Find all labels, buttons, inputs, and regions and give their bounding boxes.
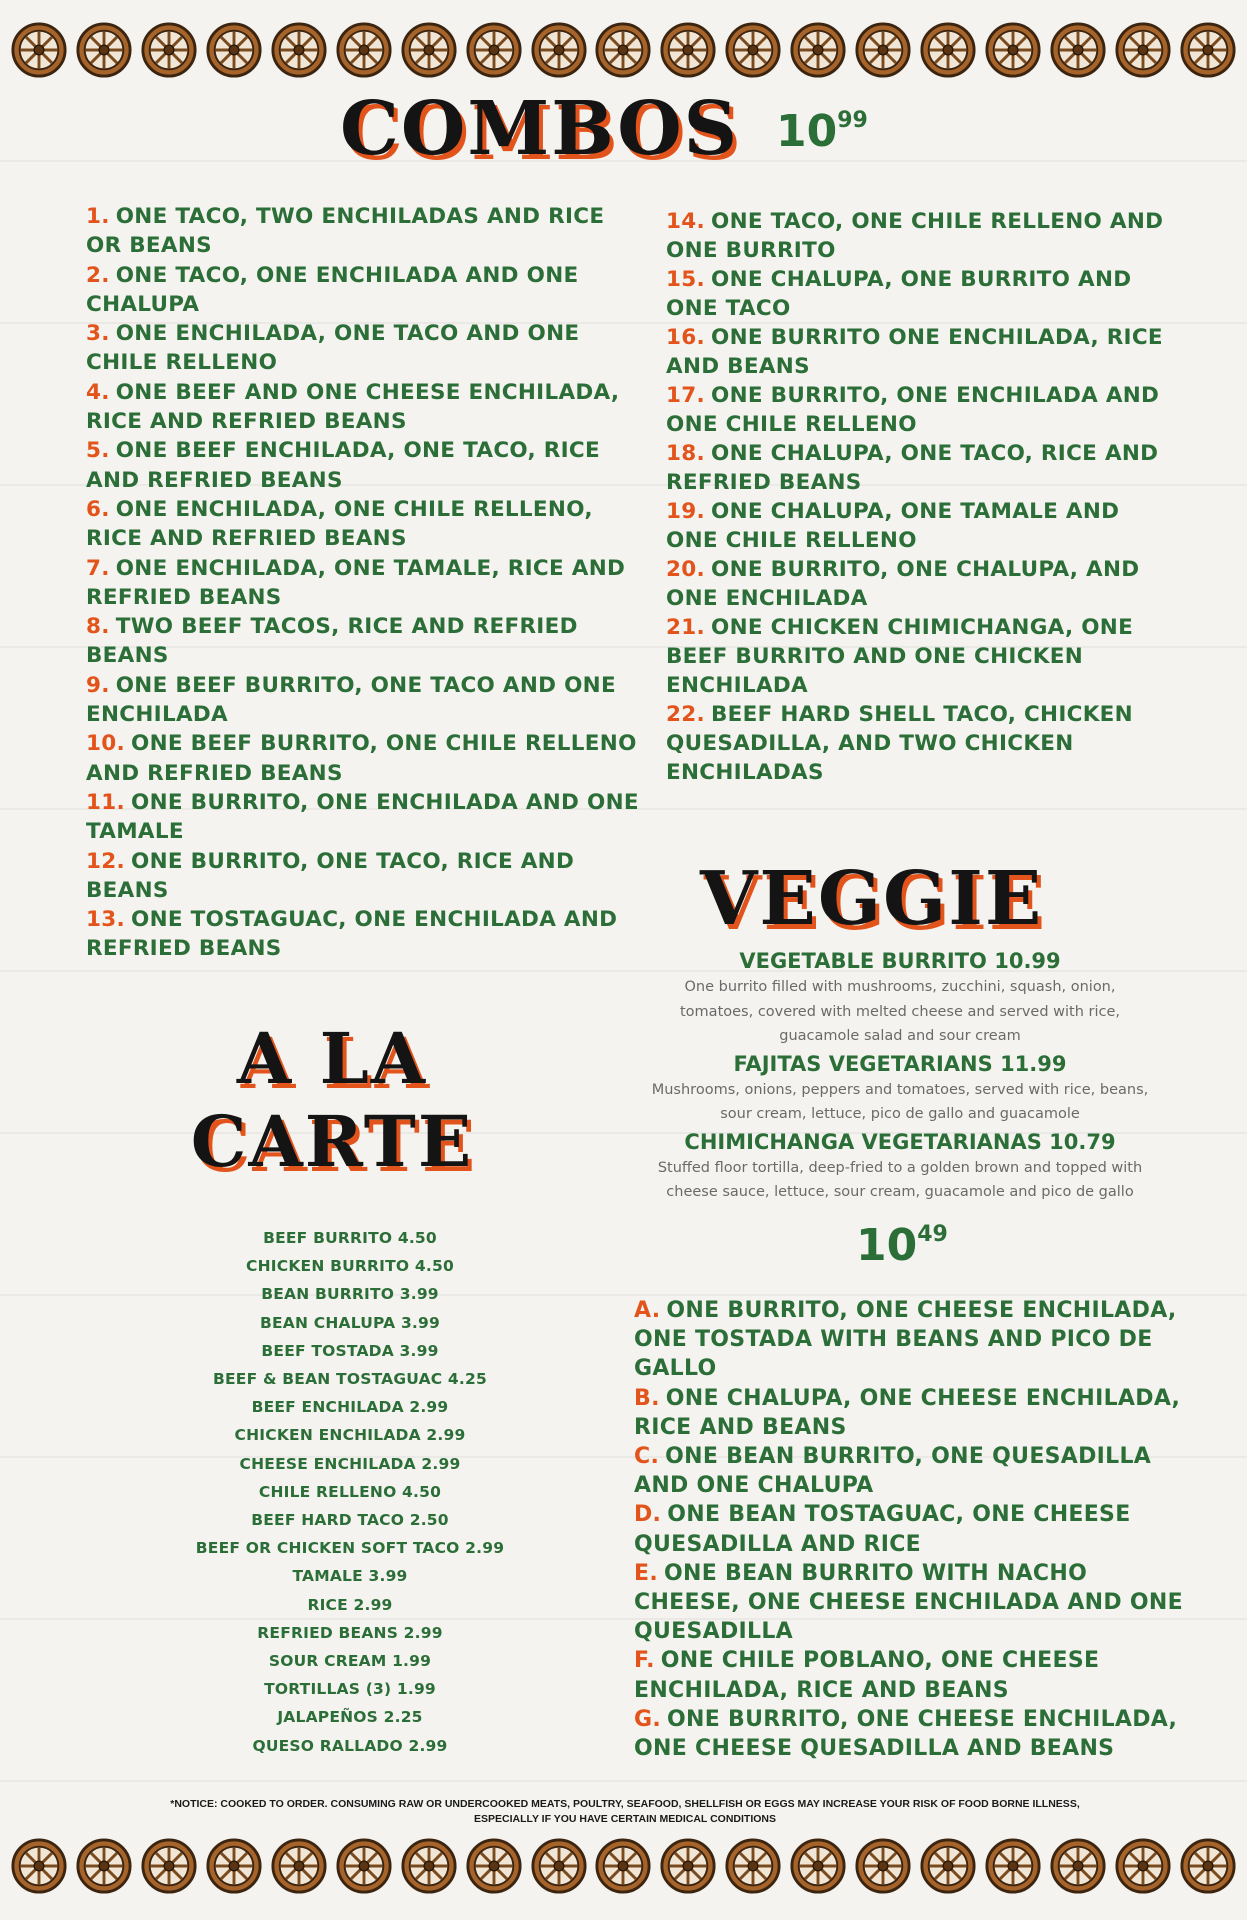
combo2-item <box>634 1442 1194 1500</box>
combos2-price-cents: 49 <box>917 1222 948 1247</box>
combo2-item-text: ONE BEAN BURRITO WITH NACHO CHEESE, ONE CHEESE ENCHILADA AND ONE QUESADILLA <box>634 1560 1183 1645</box>
alacarte-item: CHICKEN ENCHILADA 2.99 <box>234 1426 466 1445</box>
wagon-wheel-icon <box>854 21 912 79</box>
combo-item <box>86 378 646 437</box>
wagon-wheel-icon <box>854 1837 912 1895</box>
combo-item <box>666 613 1166 700</box>
combo-item-number: 3. <box>86 321 110 347</box>
combo-item-number: 11. <box>86 789 125 815</box>
wagon-wheel-icon <box>205 1837 263 1895</box>
combo-item-number: 19. <box>666 499 705 524</box>
top-wheel-border <box>0 18 1247 82</box>
combo-item-text: ONE BEEF ENCHILADA, ONE TACO, RICE AND REFRIED BEANS <box>86 438 600 493</box>
combo-item <box>666 555 1166 613</box>
combo-item-number: 13. <box>86 907 125 933</box>
combo-item-number: 18. <box>666 441 705 466</box>
veggie-item <box>640 1129 1160 1205</box>
alacarte-item: CHEESE ENCHILADA 2.99 <box>239 1454 461 1473</box>
combo-item <box>86 436 646 495</box>
combo-item-text: ONE BURRITO, ONE ENCHILADA AND ONE CHILE RELLENO <box>666 383 1160 437</box>
wagon-wheel-icon <box>724 1837 782 1895</box>
combo-item <box>666 323 1166 381</box>
alacarte-item: BEEF BURRITO 4.50 <box>263 1229 437 1247</box>
wagon-wheel-icon <box>984 1837 1042 1895</box>
wagon-wheel-icon <box>1049 1837 1107 1895</box>
combo-item-number: 8. <box>86 614 110 640</box>
wagon-wheel-icon <box>75 1837 133 1895</box>
wagon-wheel-icon <box>789 21 847 79</box>
combo-item-text: ONE CHALUPA, ONE TACO, RICE AND REFRIED BEANS <box>666 441 1159 495</box>
combo-item <box>86 905 646 964</box>
combo-item-text: ONE TACO, ONE ENCHILADA AND ONE CHALUPA <box>86 262 579 317</box>
combo2-item-text: ONE BEAN TOSTAGUAC, ONE CHEESE QUESADILLA AND RICE <box>634 1502 1131 1557</box>
combo-item-number: 15. <box>666 267 705 292</box>
combo-item-number: 20. <box>666 557 705 582</box>
wagon-wheel-icon <box>530 1837 588 1895</box>
combo-item <box>86 202 646 261</box>
combo2-item-number: A. <box>634 1298 661 1323</box>
veggie-item <box>640 948 1160 1049</box>
veggie-item-description: Stuffed floor tortilla, deep-fried to a golden brown and topped with cheese sauce, lettuce, sour cream, guacamole and pico de gallo <box>657 1159 1143 1200</box>
wagon-wheel-icon <box>789 1837 847 1895</box>
combo-item <box>86 612 646 671</box>
combo-item-text: ONE BURRITO, ONE TACO, RICE AND BEANS <box>86 848 575 903</box>
alacarte-item: BEEF & BEAN TOSTAGUAC 4.25 <box>213 1370 487 1389</box>
combo-item-text: ONE CHALUPA, ONE BURRITO AND ONE TACO <box>666 267 1132 321</box>
veggie-item-name: FAJITAS VEGETARIANS 11.99 <box>733 1051 1067 1076</box>
alacarte-item: BEEF ENCHILADA 2.99 <box>251 1398 449 1417</box>
combo2-item-number: B. <box>634 1385 660 1411</box>
wagon-wheel-icon <box>270 1837 328 1895</box>
combo-item-number: 22. <box>666 702 705 727</box>
wagon-wheel-icon <box>400 1837 458 1895</box>
combo-item-number: 7. <box>86 555 110 581</box>
combo2-item <box>634 1296 1194 1384</box>
combo-item-number: 6. <box>86 496 110 522</box>
combo2-item-text: ONE BURRITO, ONE CHEESE ENCHILADA, ONE CHEESE QUESADILLA AND BEANS <box>634 1706 1178 1762</box>
veggie-item-description: One burrito filled with mushrooms, zucchini, squash, onion, tomatoes, covered with melted cheese and served with rice, guacamole salad and sour cream <box>680 979 1120 1044</box>
combo-item-text: ONE ENCHILADA, ONE CHILE RELLENO, RICE AND REFRIED BEANS <box>86 496 593 552</box>
wagon-wheel-icon <box>1114 1837 1172 1895</box>
wagon-wheel-icon <box>335 21 393 79</box>
combo2-item-number: E. <box>634 1560 658 1586</box>
combo-item <box>666 700 1166 787</box>
alacarte-title <box>172 1018 492 1183</box>
combo-item-text: ONE BEEF AND ONE CHEESE ENCHILADA, RICE AND REFRIED BEANS <box>86 379 620 435</box>
wagon-wheel-icon <box>140 1837 198 1895</box>
combo-item <box>86 671 646 730</box>
wagon-wheel-icon <box>465 21 523 79</box>
combo-item-text: ONE ENCHILADA, ONE TAMALE, RICE AND REFRIED BEANS <box>86 555 626 610</box>
combo-item-number: 4. <box>86 379 110 405</box>
combo2-item <box>634 1559 1194 1647</box>
wagon-wheel-icon <box>1049 21 1107 79</box>
combo-item <box>666 207 1166 265</box>
combo2-item-number: C. <box>634 1444 660 1470</box>
alacarte-item: SOUR CREAM 1.99 <box>268 1652 432 1671</box>
combo-item <box>666 381 1166 439</box>
alacarte-item: BEEF TOSTADA 3.99 <box>261 1341 439 1360</box>
combo-item-text: BEEF HARD SHELL TACO, CHICKEN QUESADILLA, AND TWO CHICKEN ENCHILADAS <box>666 702 1133 785</box>
wagon-wheel-icon <box>465 1837 523 1895</box>
combo-item-number: 17. <box>666 383 705 408</box>
wagon-wheel-icon <box>140 21 198 79</box>
combos-price-cents: 99 <box>837 108 868 133</box>
alacarte-item: TORTILLAS (3) 1.99 <box>264 1680 436 1699</box>
combo-item-text: ONE TACO, ONE CHILE RELLENO AND ONE BURRITO <box>666 209 1164 263</box>
combo2-item-text: ONE CHALUPA, ONE CHEESE ENCHILADA, RICE AND BEANS <box>634 1385 1181 1440</box>
combo-item <box>666 497 1166 555</box>
combo-item-text: TWO BEEF TACOS, RICE AND REFRIED BEANS <box>86 614 578 669</box>
combo-item-number: 2. <box>86 262 110 288</box>
combo-item-number: 10. <box>86 731 125 757</box>
combo-item-text: ONE BURRITO ONE ENCHILADA, RICE AND BEANS <box>666 325 1163 379</box>
wagon-wheel-icon <box>205 21 263 79</box>
alacarte-item: BEEF HARD TACO 2.50 <box>251 1511 449 1530</box>
combo2-item-text: ONE BURRITO, ONE CHEESE ENCHILADA, ONE TOSTADA WITH BEANS AND PICO DE GALLO <box>634 1298 1177 1382</box>
combos2-price-dollars: 10 <box>856 1220 918 1271</box>
wagon-wheel-icon <box>1179 1837 1237 1895</box>
veggie-items <box>640 948 1160 1207</box>
combos2-list <box>634 1296 1194 1763</box>
wagon-wheel-icon <box>919 1837 977 1895</box>
veggie-item-description: Mushrooms, onions, peppers and tomatoes, served with rice, beans, sour cream, lettuce, pico de gallo and guacamole <box>651 1081 1149 1122</box>
combo-item-number: 14. <box>666 209 705 234</box>
wagon-wheel-icon <box>724 21 782 79</box>
combo-item-number: 16. <box>666 325 705 350</box>
combo-item-number: 9. <box>86 672 110 698</box>
wagon-wheel-icon <box>984 21 1042 79</box>
alacarte-item: BEEF OR CHICKEN SOFT TACO 2.99 <box>195 1539 505 1558</box>
combo-item-text: ONE TOSTAGUAC, ONE ENCHILADA AND REFRIED BEANS <box>86 907 618 962</box>
wagon-wheel-icon <box>10 21 68 79</box>
wagon-wheel-icon <box>400 21 458 79</box>
combo-item-number: 12. <box>86 848 125 874</box>
combo-item <box>86 495 646 554</box>
wagon-wheel-icon <box>335 1837 393 1895</box>
alacarte-title-line1: A LA <box>236 1017 428 1100</box>
combo-item-text: ONE CHICKEN CHIMICHANGA, ONE BEEF BURRITO AND ONE CHICKEN ENCHILADA <box>666 615 1134 698</box>
combo-item <box>86 847 646 906</box>
combos-list-right <box>666 207 1166 787</box>
combos-price <box>776 106 868 157</box>
combo-item <box>86 319 646 378</box>
wagon-wheel-icon <box>10 1837 68 1895</box>
veggie-item-name: CHIMICHANGA VEGETARIANAS 10.79 <box>684 1129 1116 1154</box>
wagon-wheel-icon <box>1114 21 1172 79</box>
alacarte-item: BEAN BURRITO 3.99 <box>261 1285 439 1304</box>
alacarte-item: TAMALE 3.99 <box>292 1567 408 1586</box>
combo-item-text: ONE CHALUPA, ONE TAMALE AND ONE CHILE RELLENO <box>666 499 1120 553</box>
combo2-item <box>634 1705 1194 1763</box>
combos2-price <box>856 1220 948 1271</box>
combo-item <box>86 788 646 847</box>
veggie-title: VEGGIE <box>700 856 1044 942</box>
combo-item <box>666 265 1166 323</box>
veggie-item <box>640 1051 1160 1127</box>
wagon-wheel-icon <box>659 21 717 79</box>
alacarte-item: BEAN CHALUPA 3.99 <box>260 1313 440 1332</box>
wagon-wheel-icon <box>270 21 328 79</box>
combo2-item-number: D. <box>634 1502 662 1528</box>
combos-list-left <box>86 202 646 964</box>
wagon-wheel-icon <box>1179 21 1237 79</box>
wagon-wheel-icon <box>919 21 977 79</box>
alacarte-item: QUESO RALLADO 2.99 <box>252 1736 448 1755</box>
combo-item <box>86 261 646 320</box>
alacarte-item: REFRIED BEANS 2.99 <box>257 1623 443 1642</box>
combo-item-number: 5. <box>86 438 110 464</box>
wagon-wheel-icon <box>594 21 652 79</box>
combo2-item <box>634 1384 1194 1442</box>
notice-text: *NOTICE: COOKED TO ORDER. CONSUMING RAW OR UNDERCOOKED MEATS, POULTRY, SEAFOOD, SHELLFISH OR EGGS MAY INCREASE YOUR RISK OF FOOD BORNE ILLNESS, ESPECIALLY IF YOU HAVE CERTAIN MEDICAL CONDITIONS <box>170 1798 1080 1825</box>
combo2-item-text: ONE BEAN BURRITO, ONE QUESADILLA AND ONE CHALUPA <box>634 1444 1152 1499</box>
wagon-wheel-icon <box>530 21 588 79</box>
combo-item-text: ONE BURRITO, ONE CHALUPA, AND ONE ENCHILADA <box>666 557 1140 611</box>
combo-item-number: 21. <box>666 615 705 640</box>
alacarte-list <box>150 1224 550 1760</box>
bottom-wheel-border <box>0 1834 1247 1898</box>
combo-item-text: ONE ENCHILADA, ONE TACO AND ONE CHILE RELLENO <box>86 321 580 376</box>
combo-item-text: ONE BEEF BURRITO, ONE TACO AND ONE ENCHILADA <box>86 672 616 728</box>
veggie-item-name: VEGETABLE BURRITO 10.99 <box>739 949 1061 973</box>
combo-item-text: ONE BEEF BURRITO, ONE CHILE RELLENO AND REFRIED BEANS <box>86 731 637 786</box>
combo-item-text: ONE BURRITO, ONE ENCHILADA AND ONE TAMALE <box>86 789 639 845</box>
wagon-wheel-icon <box>659 1837 717 1895</box>
alacarte-item: RICE 2.99 <box>307 1595 393 1614</box>
combo-item-text: ONE TACO, TWO ENCHILADAS AND RICE OR BEANS <box>86 204 605 259</box>
alacarte-item: CHICKEN BURRITO 4.50 <box>246 1257 454 1276</box>
wagon-wheel-icon <box>594 1837 652 1895</box>
combo-item-number: 1. <box>86 204 110 229</box>
combo2-item <box>634 1500 1194 1558</box>
combos-price-dollars: 10 <box>776 106 838 157</box>
alacarte-item: JALAPEÑOS 2.25 <box>277 1708 423 1727</box>
alacarte-item: CHILE RELLENO 4.50 <box>258 1482 442 1501</box>
combo-item <box>666 439 1166 497</box>
combo-item <box>86 554 646 613</box>
combo-item <box>86 729 646 788</box>
wagon-wheel-icon <box>75 21 133 79</box>
combo2-item-text: ONE CHILE POBLANO, ONE CHEESE ENCHILADA, RICE AND BEANS <box>634 1648 1100 1703</box>
combos-title: COMBOS <box>340 86 740 172</box>
combo2-item-number: G. <box>634 1706 662 1732</box>
combo2-item-number: F. <box>634 1648 655 1674</box>
combo2-item <box>634 1646 1194 1704</box>
alacarte-title-line2: CARTE <box>190 1099 474 1183</box>
